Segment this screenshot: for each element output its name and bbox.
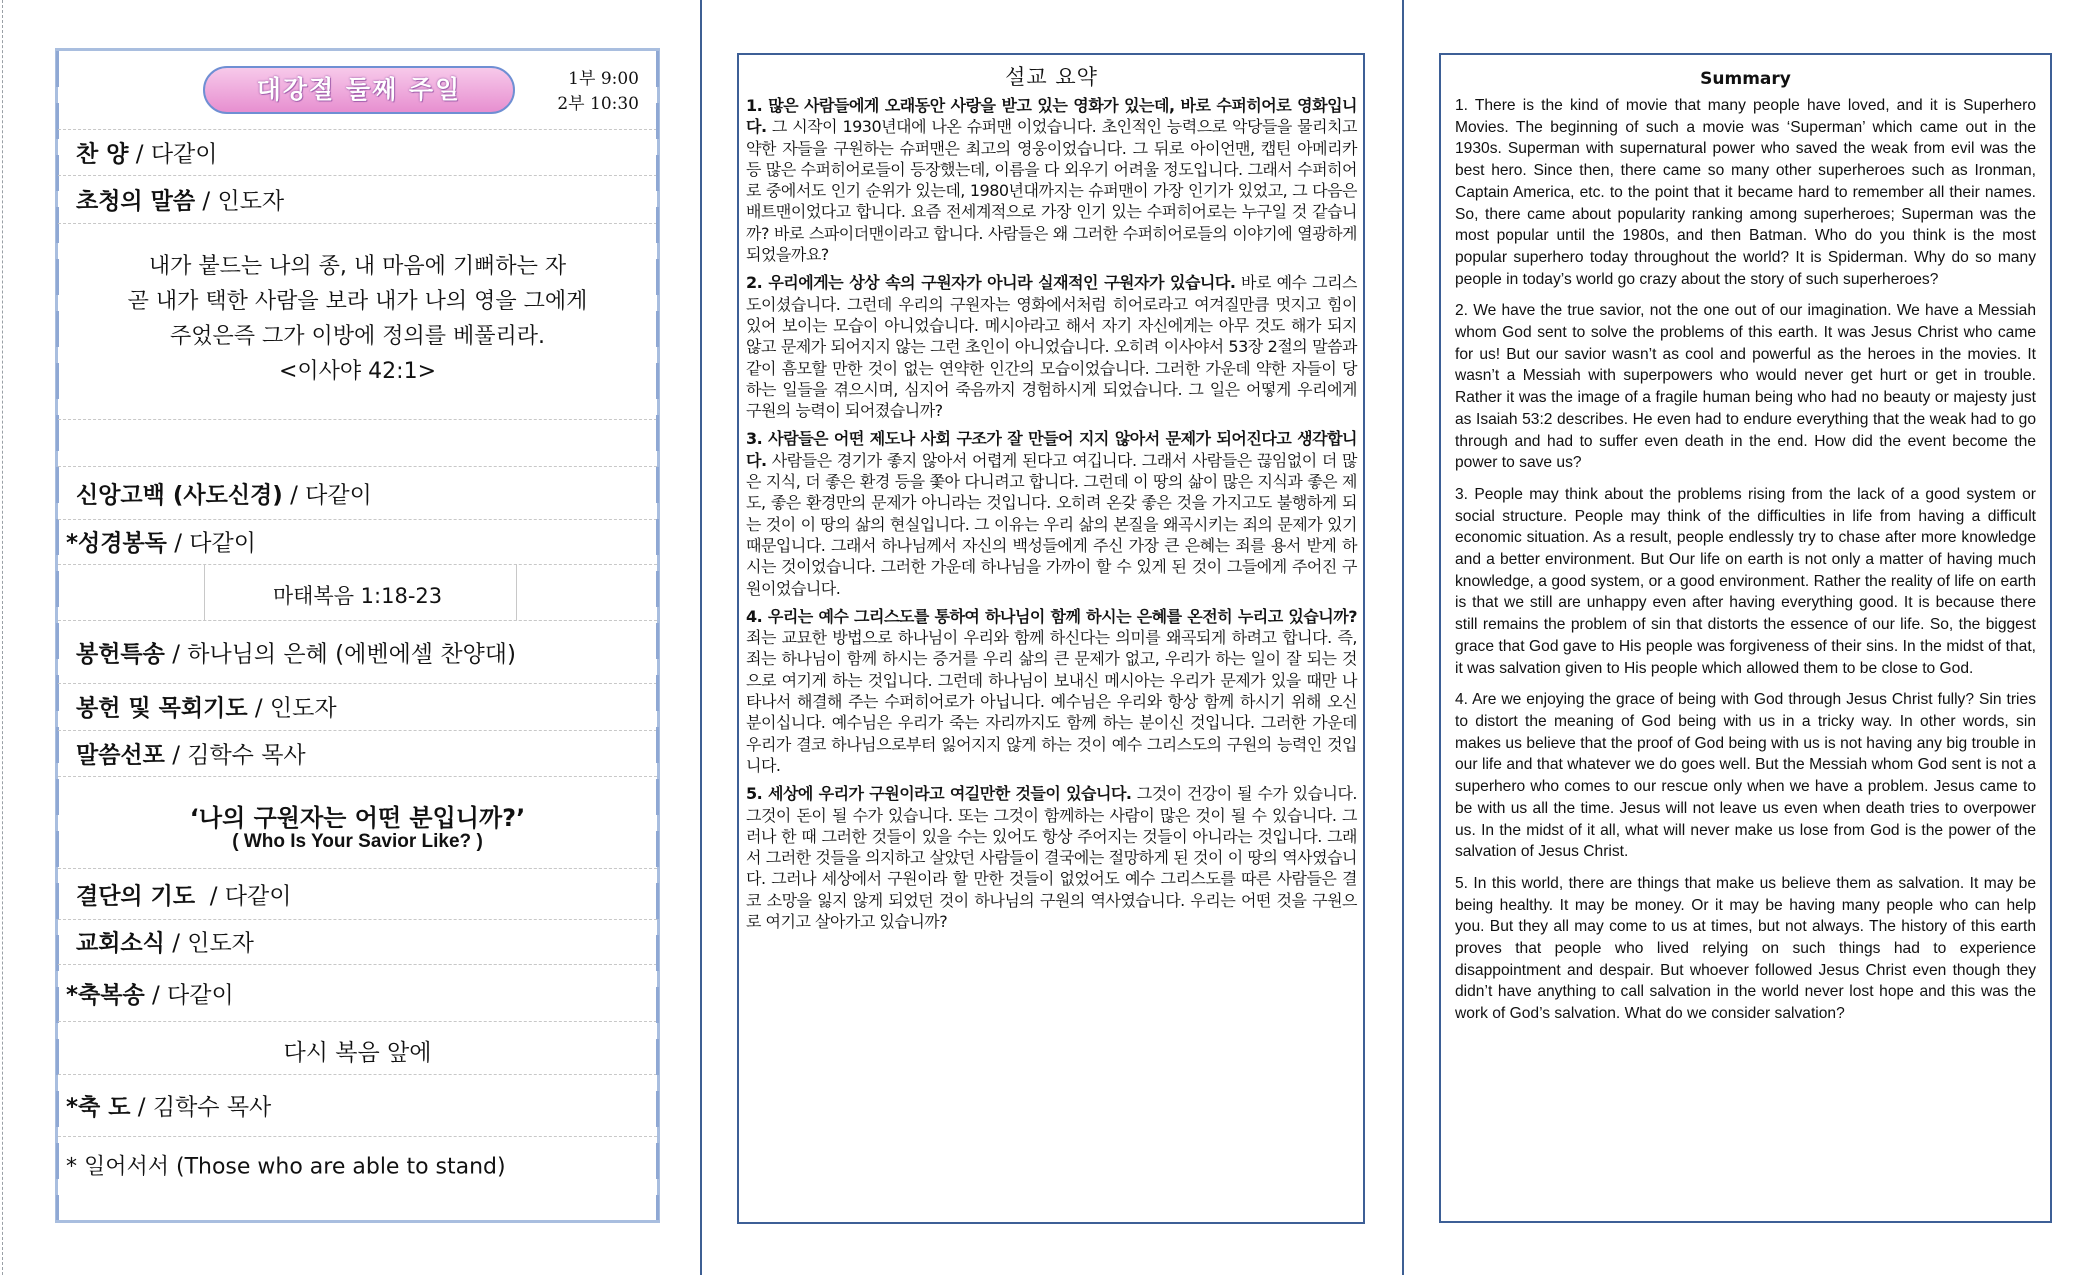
summary-point: 1. There is the kind of movie that many people have loved, and it is Superhero Movies. The beginning of such a movie was ‘Superman’ which came out in the 1930s. Superman with supernatural power who saved the weak from evil was the best hero. Since then, there came so many other superheroes such as Ironman, Captain America, etc. to the point that it became hard to remember all their names. So, there came about popularity ranking among superheroes; Superman was the most popular until the 1980s, and then Batman. Who do you think is the most popular superhero today throughout the world? It is Spiderman. Why do so many people in today’s world go crazy about the story of such superheroes? — [1455, 97, 2036, 288]
fold-line-left — [2, 0, 3, 1275]
summary-point: 2. 우리에게는 상상 속의 구원자가 아니라 실재적인 구원자가 있습니다. 바로 예수 그리스도이셨습니다. 그런데 우리의 구원자는 영화에서처럼 히어로라고 여겨질만큼 멋지고 힘이 있어 보이는 모습이 아니었습니다. 메시아라고 해서 자기 자신에게는 아무 것도 해가 되지 않고 문제가 되어지지 않는 그런 초인이 아니었습니다. 오히려 이사야서 53장 2절의 말씀과 같이 흠모할 만한 것이 없는 연약한 인간의 모습이었습니다. 그러한 가운데 약한 자들이 당하는 일들을 겪으시며, 심지어 죽음까지 경험하시게 되었습니다. 그 일은 어떻게 우리에게 구원의 능력이 되어졌습니까? — [746, 273, 1358, 421]
korean-summary-title: 설교 요약 — [1005, 65, 1098, 89]
item-role: / 다같이 — [135, 141, 218, 168]
item-title: *축 도 — [66, 1094, 131, 1121]
summary-point: 2. We have the true savior, not the one out of our imagination. We have a Messiah whom God sent to solve the problems of this earth. It was Jesus Christ who came for us! But our savior wasn’t as cool and powerful as the heroes in the movies. It wasn’t a Messiah with superpowers who would never get hurt or get in trouble. Rather it was the image of a fragile human being who had no beauty or majesty just as Isaiah 53:2 describes. He even had to endure everything that the weak had to go through and had to suffer even death in the end. How did the event become the power to save us? — [1455, 302, 2036, 472]
stand-note-row — [58, 1136, 657, 1194]
summary-point: 4. Are we enjoying the grace of being with God through Jesus Christ fully? Sin tries to distort the meaning of God being with us in a tricky way. In other words, sin makes us believe that the proof of God being with us is not having any big trouble in our life and that whatever we do goes well. But the Messiah whom God sent is not a superhero who comes to our rescue only when we have a problem. Jesus came to be with us all the time. Jesus will not leave us even when death tries to overpower us. In the midst of it all, what will never make us lose from God is the power of the salvation of Jesus Christ. — [1455, 691, 2036, 861]
item-role: / 인도자 — [172, 930, 254, 957]
item-offertory-song — [58, 620, 657, 684]
english-summary — [1439, 53, 2052, 1223]
verse-line: 주었은즉 그가 이방에 정의를 베풀리라. — [170, 324, 545, 349]
order-of-service — [55, 48, 660, 1223]
item-decision-prayer — [58, 868, 657, 920]
item-title: 신앙고백 (사도신경) — [76, 482, 283, 509]
item-title: 봉헌특송 — [76, 641, 165, 668]
verse-line: 내가 붙드는 나의 종, 내 마음에 기뻐하는 자 — [148, 254, 567, 279]
service-banner: 대강절 둘째 주일 — [203, 66, 515, 114]
summary-point: 5. 세상에 우리가 구원이라고 여길만한 것들이 있습니다. 그것이 건강이 될 수가 있습니다. 그것이 돈이 될 수가 있습니다. 또는 그것이 함께하는 사람이 많은 것이 될 수 있습니다. 그러나 한 때 그러한 것들이 있을 수는 있어도 항상 주어지는 것들이 아니라는 것입니다. 그래서 그러한 것들을 의지하고 살았던 사람들이 결국에는 절망하게 된 것이 이 땅의 역사였습니다. 그러나 세상에서 구원이라 할 만한 것들이 없었어도 예수 그리스도를 따른 사람들은 결코 소망을 잃지 않게 되었던 것이 하나님의 구원의 역사였습니다. 우리는 어떤 것을 구원으로 여기고 살아가고 있습니까? — [746, 784, 1357, 931]
summary-point: 4. 우리는 예수 그리스도를 통하여 하나님이 함께 하시는 은혜를 온전히 누리고 있습니까? 죄는 교묘한 방법으로 하나님이 우리와 함께 하신다는 의미를 왜곡되게 하려고 합니다. 즉, 죄는 하나님이 함께 하시는 증거를 우리 삶의 큰 문제가 없고, 우리가 하는 일이 잘 되는 것으로 여기게 하는 것입니다. 그런데 하나님이 보내신 메시아는 우리가 문제가 있을 때만 나타나서 해결해 주는 수퍼히어로가 아닙니다. 예수님은 우리와 항상 함께 하시기 위해 오신 분이십니다. 예수님은 우리가 죽는 자리까지도 함께 하는 분이신 것입니다. 그러한 가운데 우리가 결코 하나님으로부터 잃어지지 않게 하는 것이 예수 그리스도의 구원의 능력인 것입니다. — [746, 606, 1357, 775]
fold-line-center-right — [1402, 0, 1404, 1275]
summary-point: 1. 많은 사람들에게 오래동안 사랑을 받고 있는 영화가 있는데, 바로 수퍼히어로 영화입니다. 그 시작이 1930년대에 나온 슈퍼맨 이었습니다. 초인적인 능력으로 악당들을 물리치고 약한 자들을 구원하는 슈퍼맨은 최고의 영웅이었습니다. 그 뒤로 아이언맨, 캡틴 아메리카 등 많은 수퍼히어로들이 등장했는데, 이름을 다 외우기 어려울 정도입니다. 그래서 수퍼히어로 중에서도 인기 순위가 있는데, 1980년대까지는 슈퍼맨이 가장 인기가 있었고, 그 다음은 배트맨이었다고 합니다. 요즘 전세계적으로 가장 인기 있는 수퍼히어로는 누구일 것 같습니까? 바로 스파이더맨이라고 합니다. 사람들은 왜 그러한 수퍼히어로들의 이야기에 열광하게 되었을까요? — [746, 96, 1357, 265]
item-announcements — [58, 918, 657, 965]
stand-note: * 일어서서 (Those who are able to stand) — [66, 1154, 506, 1180]
item-title: 교회소식 — [76, 930, 165, 957]
english-summary-title: Summary — [1700, 69, 1791, 89]
service-time-first: 1부 9:00 — [568, 69, 639, 89]
divider — [58, 419, 657, 420]
korean-summary — [737, 53, 1365, 1224]
item-scripture — [58, 518, 657, 565]
item-role: / 김학수 목사 — [172, 742, 306, 769]
item-title: *성경봉독 — [66, 530, 167, 557]
item-role: / 하나님의 은혜 (에벤에셀 찬양대) — [172, 641, 516, 668]
item-role: / 다같이 — [152, 982, 234, 1009]
item-creed — [58, 466, 657, 520]
verse-reference: <이사야 42:1> — [278, 359, 437, 384]
item-title: 초청의 말씀 — [76, 188, 196, 215]
item-invocation — [58, 175, 657, 224]
item-role: / 다같이 — [174, 530, 256, 557]
verse-line: 곧 내가 택한 사람을 보라 내가 나의 영을 그에게 — [127, 289, 588, 314]
summary-point: 3. People may think about the problems rising from the lack of a good system or social structure. People may think of the difficulties in life from having a difficult economic situation. As a result, people endlessly try to chase after more knowledge and a better environment. But Our life on earth is not only a matter of having much knowledge, a good system, or a good environment. Rather the reality of life on earth is that we still are unhappy even after having everything good. It is because there still remains the problem of sin that distorts the essence of our life. So, the biggest grace that God gave to His people was forgiveness of their sins. In the midst of that, it was salvation given to His people which allowed them to be close to God. — [1455, 485, 2036, 677]
item-praise — [58, 129, 657, 176]
sermon-title-english: ( Who Is Your Savior Like? ) — [232, 831, 483, 852]
scripture-reference: 마태복음 1:18-23 — [272, 584, 443, 608]
sermon-title: ‘나의 구원자는 어떤 분입니까?’ — [189, 804, 526, 832]
item-title: 결단의 기도 — [76, 883, 196, 910]
item-role: / 인도자 — [254, 695, 337, 722]
service-times — [557, 67, 639, 117]
summary-point: 5. In this world, there are things that make us believe them as salvation. It may be being healthy. It may be money. Or it may be having many people who can help you. But they all may come to us at times, but not always. The history of this earth proves that people who lived relying on such things had to experience disappointment and despair. But whoever followed Jesus Christ even though they didn’t have anything to call salvation in the world never lost hope and this was the work of God’s salvation. What do we consider salvation? — [1455, 874, 2036, 1023]
item-role: / 인도자 — [202, 188, 285, 215]
service-time-second: 2부 10:30 — [557, 94, 639, 114]
item-title: 찬 양 — [76, 141, 129, 168]
item-role: / 김학수 목사 — [137, 1094, 272, 1121]
closing-hymn-name-row — [58, 1020, 657, 1075]
scripture-verse — [58, 249, 657, 389]
item-title: 봉헌 및 목회기도 — [76, 695, 248, 722]
item-role: / 다같이 — [209, 883, 292, 910]
summary-point: 3. 사람들은 어떤 제도나 사회 구조가 잘 만들어 지지 않아서 문제가 되어진다고 생각합니다. 사람들은 경기가 좋지 않아서 어렵게 된다고 여깁니다. 그래서 사람들은 끊임없이 더 많은 지식, 더 좋은 환경 등을 쫓아 다니려고 합니다. 그런데 이 땅의 삶이 많은 지식과 좋은 제도, 좋은 환경만의 문제가 아니라는 것입니다. 오히려 온갖 좋은 것을 가지고도 불행하게 되는 것이 이 땅의 삶의 현실입니다. 그 이유는 우리 삶의 본질을 왜곡시키는 죄의 문제가 있기 때문입니다. 그래서 하나님께서 자신의 백성들에게 주신 가장 큰 은혜는 죄를 용서 받게 하시는 것이었습니다. 그러한 가운데 하나님을 가까이 할 수 있게 된 것이 그들에게 주어진 구원이었습니다. — [746, 429, 1357, 598]
scripture-reference-row — [58, 564, 657, 621]
sermon-title-block — [58, 776, 657, 869]
item-offering-prayer — [58, 682, 657, 731]
fold-line-center-left — [700, 0, 702, 1275]
item-closing-hymn — [58, 964, 657, 1022]
closing-hymn-name: 다시 복음 앞에 — [283, 1040, 432, 1066]
item-benediction — [58, 1074, 657, 1137]
item-sermon — [58, 730, 657, 777]
item-title: *축복송 — [66, 982, 145, 1009]
item-title: 말씀선포 — [76, 742, 165, 769]
item-role: / 다같이 — [290, 482, 372, 509]
